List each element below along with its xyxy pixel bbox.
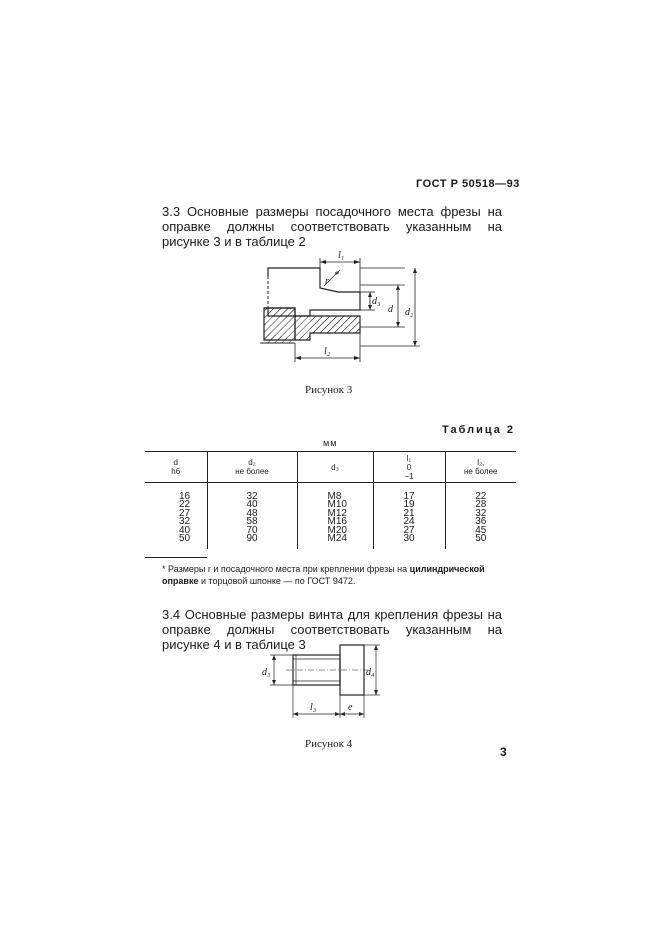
fig3-label-d: d — [388, 304, 393, 315]
table-2-unit: мм — [323, 438, 338, 448]
table-row: 27 48 M12 21 32 — [145, 510, 516, 518]
table-header-row — [145, 452, 516, 483]
col-header-d2: d₂ не более — [207, 452, 297, 483]
table-row: 32 58 M16 24 36 — [145, 518, 516, 526]
fig4-label-d3: d₃ — [262, 667, 271, 678]
fig4-label-d4: d₄ — [366, 667, 375, 678]
table-row: 40 70 M20 27 45 — [145, 527, 516, 535]
figure-3-drawing — [250, 240, 440, 370]
fig3-label-l2: l₂ — [324, 346, 331, 357]
figure-4-drawing — [258, 630, 388, 725]
figure-3-caption: Рисунок 3 — [305, 384, 353, 396]
section-3-3-text: 3.3 Основные размеры посадочного места фрезы на оправке должны соответствовать указанным на рисунке 3 и в таблице 2 — [162, 204, 502, 249]
fig3-label-r: r — [325, 276, 329, 287]
fig3-label-star: * — [334, 270, 339, 281]
footnote-separator — [145, 557, 207, 558]
table-2-caption: Таблица 2 — [442, 424, 516, 436]
footnote: * Размеры r и посадочного места при креплении фрезы на цилиндрической оправке и торцовой шпонке — по ГОСТ 9472. — [162, 564, 485, 586]
figure-4-caption: Рисунок 4 — [305, 738, 353, 750]
page-number: 3 — [500, 745, 507, 759]
table-row: 50 90 M24 30 50 — [145, 535, 516, 543]
table-2 — [145, 451, 516, 549]
fig3-label-d2: d₂ — [405, 307, 414, 318]
fig4-label-e: e — [348, 702, 353, 713]
col-header-l2: l₂, не более — [445, 452, 516, 483]
fig3-label-d3: d₃ — [372, 296, 381, 307]
col-header-d3: d₃ — [297, 452, 373, 483]
section-3-4-text: 3.4 Основные размеры винта для крепления фрезы на оправке должны соответствовать указанным на рисунке 4 и в таблице 3 — [162, 607, 502, 652]
table-row: 22 40 M10 19 28 — [145, 501, 516, 509]
col-header-d: d h6 — [145, 452, 207, 483]
table-row: 16 32 M8 17 22 — [145, 493, 516, 501]
fig3-label-l1: l₁ — [338, 250, 345, 261]
fig4-label-l3: l₃ — [310, 702, 317, 713]
col-header-l1: l₁ 0 −1 — [373, 452, 445, 483]
document-header: ГОСТ Р 50518—93 — [416, 178, 520, 190]
